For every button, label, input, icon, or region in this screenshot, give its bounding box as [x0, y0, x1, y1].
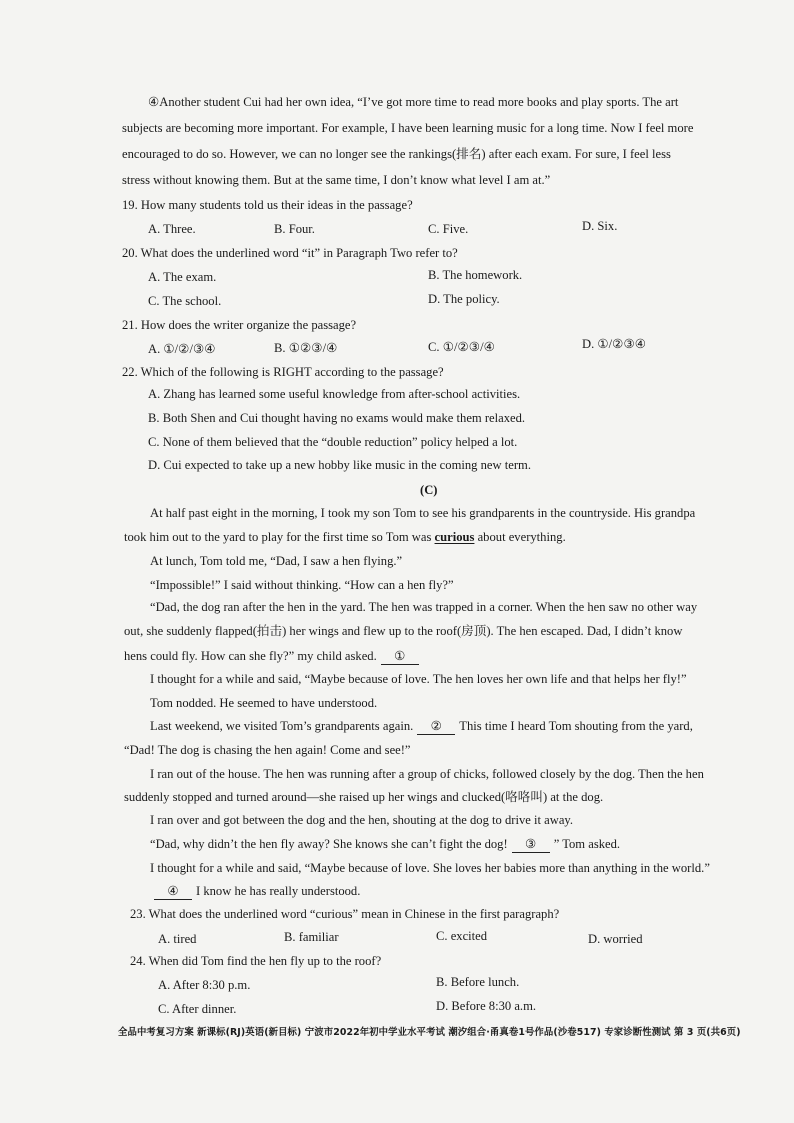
q20-option-c: C. The school.: [148, 294, 222, 308]
q22-option-a: A. Zhang has learned some useful knowledge from after-school activities.: [148, 387, 521, 401]
question-23-stem: 23. What does the underlined word “curious” mean in Chinese in the first paragraph?: [130, 907, 560, 921]
line-17-text: I know he has really understood.: [196, 884, 361, 898]
passage-c-line-17: [154, 883, 360, 900]
p4-line-1: ④Another student Cui had her own idea, “I’ve got more time to read more books and play sports. The art: [148, 95, 679, 109]
passage-c-line-3: At lunch, Tom told me, “Dad, I saw a hen flying.”: [150, 554, 403, 568]
line-15-text-b: ” Tom asked.: [553, 837, 621, 851]
passage-c-line-9: Tom nodded. He seemed to have understood.: [150, 696, 378, 710]
line-2-text-b: about everything.: [474, 530, 566, 544]
question-19-stem: 19. How many students told us their ideas in the passage?: [122, 198, 413, 212]
section-c-heading: (C): [420, 483, 438, 497]
passage-c-line-13: suddenly stopped and turned around—she raised up her wings and clucked(咯咯叫) at the dog.: [124, 790, 604, 804]
passage-c-line-6: out, she suddenly flapped(拍击) her wings and flew up to the roof(房顶). The hen escaped. Dad, I didn’t know: [124, 624, 683, 638]
q22-option-c: C. None of them believed that the “double reduction” policy helped a lot.: [148, 435, 518, 449]
q23-option-b: B. familiar: [284, 930, 339, 944]
passage-c-line-7: [124, 648, 423, 665]
q19-option-a: A. Three.: [148, 222, 196, 236]
passage-c-line-14: I ran over and got between the dog and the hen, shouting at the dog to drive it away.: [150, 813, 574, 827]
q20-option-b: B. The homework.: [428, 268, 523, 282]
q21-option-b: B. ①②③/④: [274, 341, 338, 355]
line-10-text-b: This time I heard Tom shouting from the yard,: [459, 719, 693, 733]
page-footer: 全品中考复习方案 新课标(RJ)英语(新目标) 宁波市2022年初中学业水平考试 潮汐组合·甬真卷1号作品(沙卷517) 专家诊断性测试 第 3 页(共6页): [118, 1027, 741, 1038]
q24-option-a: A. After 8:30 p.m.: [158, 978, 251, 992]
passage-c-line-5: “Dad, the dog ran after the hen in the yard. The hen was trapped in a corner. When the hen saw no other way: [150, 600, 698, 614]
passage-c-line-11: “Dad! The dog is chasing the hen again! Come and see!”: [124, 743, 411, 757]
q20-option-d: D. The policy.: [428, 292, 500, 306]
q23-option-a: A. tired: [158, 932, 197, 946]
passage-c-line-16: I thought for a while and said, “Maybe because of love. She loves her babies more than anything in the world.”: [150, 861, 710, 875]
q24-option-c: C. After dinner.: [158, 1002, 237, 1016]
q24-option-b: B. Before lunch.: [436, 975, 520, 989]
q22-option-d: D. Cui expected to take up a new hobby like music in the coming new term.: [148, 458, 531, 472]
passage-c-line-12: I ran out of the house. The hen was running after a group of chicks, followed closely by the dog. Then the hen: [150, 767, 704, 781]
passage-c-line-4: “Impossible!” I said without thinking. “How can a hen fly?”: [150, 578, 454, 592]
q19-option-d: D. Six.: [582, 219, 618, 233]
blank-2[interactable]: ②: [417, 718, 455, 735]
q19-option-c: C. Five.: [428, 222, 469, 236]
q23-option-d: D. worried: [588, 932, 643, 946]
q21-option-d: D. ①/②③④: [582, 337, 647, 351]
q20-option-a: A. The exam.: [148, 270, 217, 284]
line-15-text-a: “Dad, why didn’t the hen fly away? She knows she can’t fight the dog!: [150, 837, 508, 851]
blank-4[interactable]: ④: [154, 883, 192, 900]
question-22-stem: 22. Which of the following is RIGHT according to the passage?: [122, 365, 444, 379]
line-10-text-a: Last weekend, we visited Tom’s grandparents again.: [150, 719, 414, 733]
q22-option-b: B. Both Shen and Cui thought having no exams would make them relaxed.: [148, 411, 526, 425]
line-7-text: hens could fly. How can she fly?” my child asked.: [124, 649, 377, 663]
q21-option-c: C. ①/②③/④: [428, 340, 495, 354]
p4-line-3: encouraged to do so. However, we can no longer see the rankings(排名) after each exam. For sure, I feel less: [122, 147, 671, 161]
blank-3[interactable]: ③: [512, 836, 550, 853]
q24-option-d: D. Before 8:30 a.m.: [436, 999, 537, 1013]
p4-line-2: subjects are becoming more important. For example, I have been learning music for a long time. Now I feel more: [122, 121, 694, 135]
question-21-stem: 21. How does the writer organize the passage?: [122, 318, 357, 332]
line-2-text-a: took him out to the yard to play for the first time so Tom was: [124, 530, 435, 544]
passage-c-line-15: [150, 836, 620, 853]
blank-1[interactable]: ①: [381, 648, 419, 665]
q19-option-b: B. Four.: [274, 222, 315, 236]
passage-c-line-2: [124, 529, 566, 545]
q21-option-a: A. ①/②/③④: [148, 342, 216, 356]
passage-c-line-10: [150, 718, 693, 735]
passage-c-line-8: I thought for a while and said, “Maybe because of love. The hen loves her own life and that helps her fly!”: [150, 672, 687, 686]
curious-underlined-word: curious: [434, 530, 475, 544]
p4-line-4: stress without knowing them. But at the same time, I don’t know what level I am at.”: [122, 173, 551, 187]
question-24-stem: 24. When did Tom find the hen fly up to the roof?: [130, 954, 382, 968]
question-20-stem: 20. What does the underlined word “it” in Paragraph Two refer to?: [122, 246, 458, 260]
passage-c-line-1: At half past eight in the morning, I took my son Tom to see his grandparents in the countryside. His grandpa: [150, 506, 696, 520]
q23-option-c: C. excited: [436, 929, 488, 943]
